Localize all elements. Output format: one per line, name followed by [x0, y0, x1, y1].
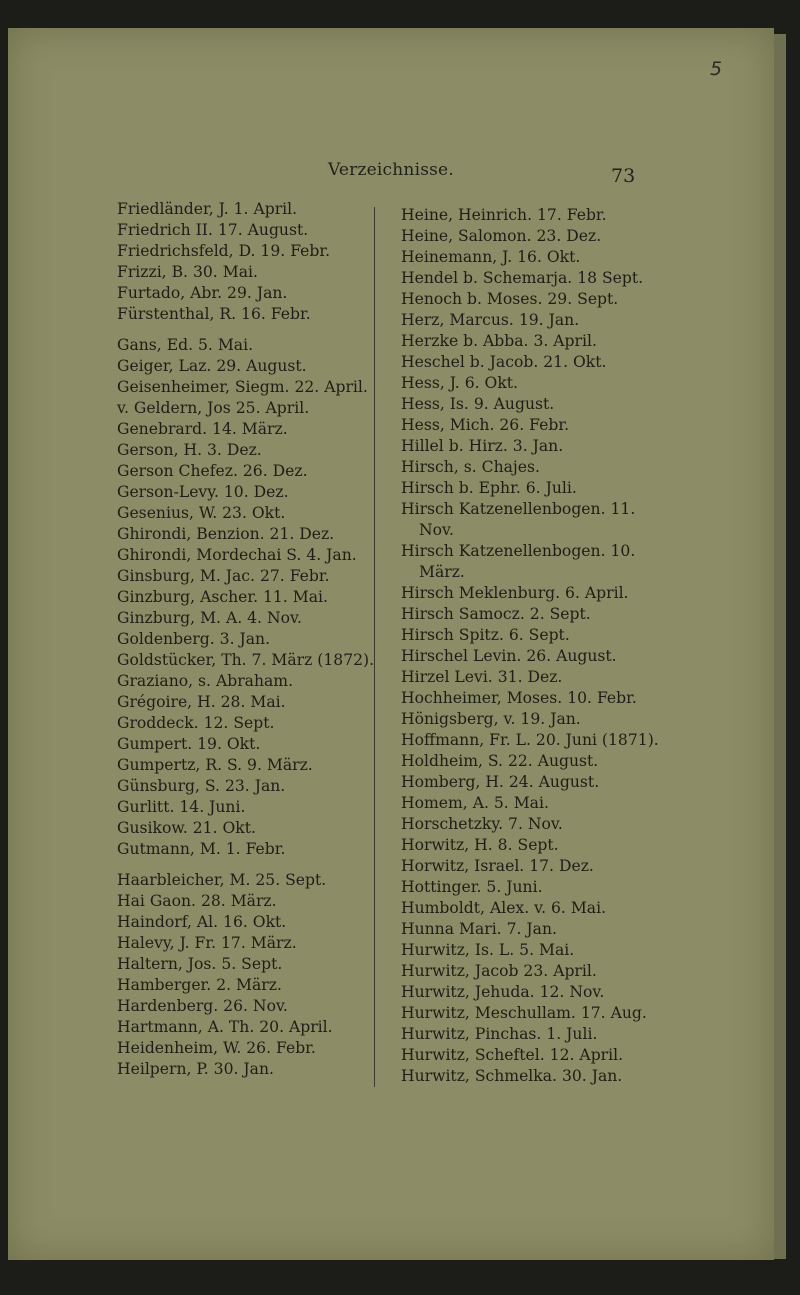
index-entry: Friedrich II. 17. August.	[117, 221, 309, 239]
index-entry: Hirsch b. Ephr. 6. Juli.	[401, 479, 577, 497]
index-entry: Halevy, J. Fr. 17. März.	[117, 934, 297, 952]
index-entry: Horwitz, Israel. 17. Dez.	[401, 857, 594, 875]
index-entry: Humboldt, Alex. v. 6. Mai.	[401, 899, 607, 917]
index-entry: Hai Gaon. 28. März.	[117, 892, 277, 910]
index-entry: Hess, Is. 9. August.	[401, 395, 555, 413]
index-entry: Hurwitz, Meschullam. 17. Aug.	[401, 1004, 647, 1022]
index-entry: Heschel b. Jacob. 21. Okt.	[401, 353, 607, 371]
column-divider	[374, 207, 375, 1087]
index-entry-continuation: Nov.	[419, 521, 454, 539]
index-column-right	[401, 205, 659, 1087]
index-entry: Gumpert. 19. Okt.	[117, 735, 261, 753]
index-entry: Gerson-Levy. 10. Dez.	[117, 483, 289, 501]
index-entry: Gumpertz, R. S. 9. März.	[117, 756, 313, 774]
index-entry: Gerson Chefez. 26. Dez.	[117, 462, 308, 480]
index-entry: Hoffmann, Fr. L. 20. Juni (1871).	[401, 731, 659, 749]
index-entry: Hirsch Samocz. 2. Sept.	[401, 605, 591, 623]
index-entry: Hochheimer, Moses. 10. Febr.	[401, 689, 637, 707]
index-entry: Heine, Salomon. 23. Dez.	[401, 227, 602, 245]
index-entry: Heilpern, P. 30. Jan.	[117, 1060, 274, 1078]
index-entry: Hamberger. 2. März.	[117, 976, 282, 994]
index-entry: Hurwitz, Jacob 23. April.	[401, 962, 597, 980]
index-entry: Hurwitz, Pinchas. 1. Juli.	[401, 1025, 598, 1043]
index-entry: Hess, J. 6. Okt.	[401, 374, 518, 392]
index-entry: Groddeck. 12. Sept.	[117, 714, 275, 732]
index-entry-continuation: März.	[419, 563, 465, 581]
index-entry: Gutmann, M. 1. Febr.	[117, 840, 286, 858]
index-entry: Hardenberg. 26. Nov.	[117, 997, 288, 1015]
index-entry: Heinemann, J. 16. Okt.	[401, 248, 581, 266]
index-entry: Hirsch, s. Chajes.	[401, 458, 540, 476]
index-entry: Hirzel Levi. 31. Dez.	[401, 668, 563, 686]
index-entry: Ginzburg, Ascher. 11. Mai.	[117, 588, 328, 606]
index-entry: Hönigsberg, v. 19. Jan.	[401, 710, 581, 728]
index-entry: Günsburg, S. 23. Jan.	[117, 777, 286, 795]
index-entry: Gerson, H. 3. Dez.	[117, 441, 262, 459]
index-entry: Goldenberg. 3. Jan.	[117, 630, 271, 648]
index-column-left	[117, 199, 374, 1080]
index-entry: Goldstücker, Th. 7. März (1872).	[117, 651, 375, 669]
index-entry: Grégoire, H. 28. Mai.	[117, 693, 286, 711]
index-entry: Hurwitz, Schmelka. 30. Jan.	[401, 1067, 623, 1085]
running-header: Verzeichnisse.	[328, 160, 454, 180]
index-entry: Ginzburg, M. A. 4. Nov.	[117, 609, 302, 627]
index-entry: Graziano, s. Abraham.	[117, 672, 294, 690]
index-entry: Gurlitt. 14. Juni.	[117, 798, 246, 816]
index-entry: v. Geldern, Jos 25. April.	[117, 399, 310, 417]
index-entry: Friedländer, J. 1. April.	[117, 200, 298, 218]
index-entry: Gans, Ed. 5. Mai.	[117, 336, 254, 354]
index-entry: Haindorf, Al. 16. Okt.	[117, 913, 287, 931]
page-edge	[774, 34, 786, 1259]
index-entry: Hurwitz, Jehuda. 12. Nov.	[401, 983, 605, 1001]
index-entry: Henoch b. Moses. 29. Sept.	[401, 290, 619, 308]
index-entry: Hillel b. Hirz. 3. Jan.	[401, 437, 564, 455]
index-entry: Hendel b. Schemarja. 18 Sept.	[401, 269, 644, 287]
page-number: 73	[611, 165, 636, 187]
index-entry: Hirsch Katzenellenbogen. 10.	[401, 542, 636, 560]
index-entry: Heidenheim, W. 26. Febr.	[117, 1039, 316, 1057]
handwritten-page-mark: 5	[710, 58, 723, 80]
index-entry: Homem, A. 5. Mai.	[401, 794, 549, 812]
index-entry: Hirsch Katzenellenbogen. 11.	[401, 500, 636, 518]
index-entry: Holdheim, S. 22. August.	[401, 752, 599, 770]
index-entry: Ginsburg, M. Jac. 27. Febr.	[117, 567, 330, 585]
index-entry: Hirschel Levin. 26. August.	[401, 647, 617, 665]
index-entry: Hurwitz, Is. L. 5. Mai.	[401, 941, 575, 959]
index-entry: Hartmann, A. Th. 20. April.	[117, 1018, 333, 1036]
index-entry: Hottinger. 5. Juni.	[401, 878, 543, 896]
index-entry: Horwitz, H. 8. Sept.	[401, 836, 559, 854]
index-entry: Herzke b. Abba. 3. April.	[401, 332, 597, 350]
index-entry: Genebrard. 14. März.	[117, 420, 288, 438]
index-entry: Horschetzky. 7. Nov.	[401, 815, 563, 833]
index-entry: Hunna Mari. 7. Jan.	[401, 920, 557, 938]
index-entry: Hess, Mich. 26. Febr.	[401, 416, 570, 434]
index-entry: Frizzi, B. 30. Mai.	[117, 263, 258, 281]
index-entry: Herz, Marcus. 19. Jan.	[401, 311, 580, 329]
index-entry: Gusikow. 21. Okt.	[117, 819, 256, 837]
index-entry: Ghirondi, Mordechai S. 4. Jan.	[117, 546, 357, 564]
index-entry: Hirsch Spitz. 6. Sept.	[401, 626, 570, 644]
index-entry: Furtado, Abr. 29. Jan.	[117, 284, 288, 302]
index-entry: Hurwitz, Scheftel. 12. April.	[401, 1046, 624, 1064]
index-entry: Haarbleicher, M. 25. Sept.	[117, 871, 327, 889]
index-entry: Gesenius, W. 23. Okt.	[117, 504, 286, 522]
index-entry: Geiger, Laz. 29. August.	[117, 357, 307, 375]
index-entry: Geisenheimer, Siegm. 22. April.	[117, 378, 368, 396]
index-entry: Haltern, Jos. 5. Sept.	[117, 955, 283, 973]
index-entry: Ghirondi, Benzion. 21. Dez.	[117, 525, 335, 543]
index-entry: Homberg, H. 24. August.	[401, 773, 600, 791]
index-entry: Fürstenthal, R. 16. Febr.	[117, 305, 311, 323]
index-entry: Friedrichsfeld, D. 19. Febr.	[117, 242, 331, 260]
index-entry: Hirsch Meklenburg. 6. April.	[401, 584, 629, 602]
index-entry: Heine, Heinrich. 17. Febr.	[401, 206, 607, 224]
